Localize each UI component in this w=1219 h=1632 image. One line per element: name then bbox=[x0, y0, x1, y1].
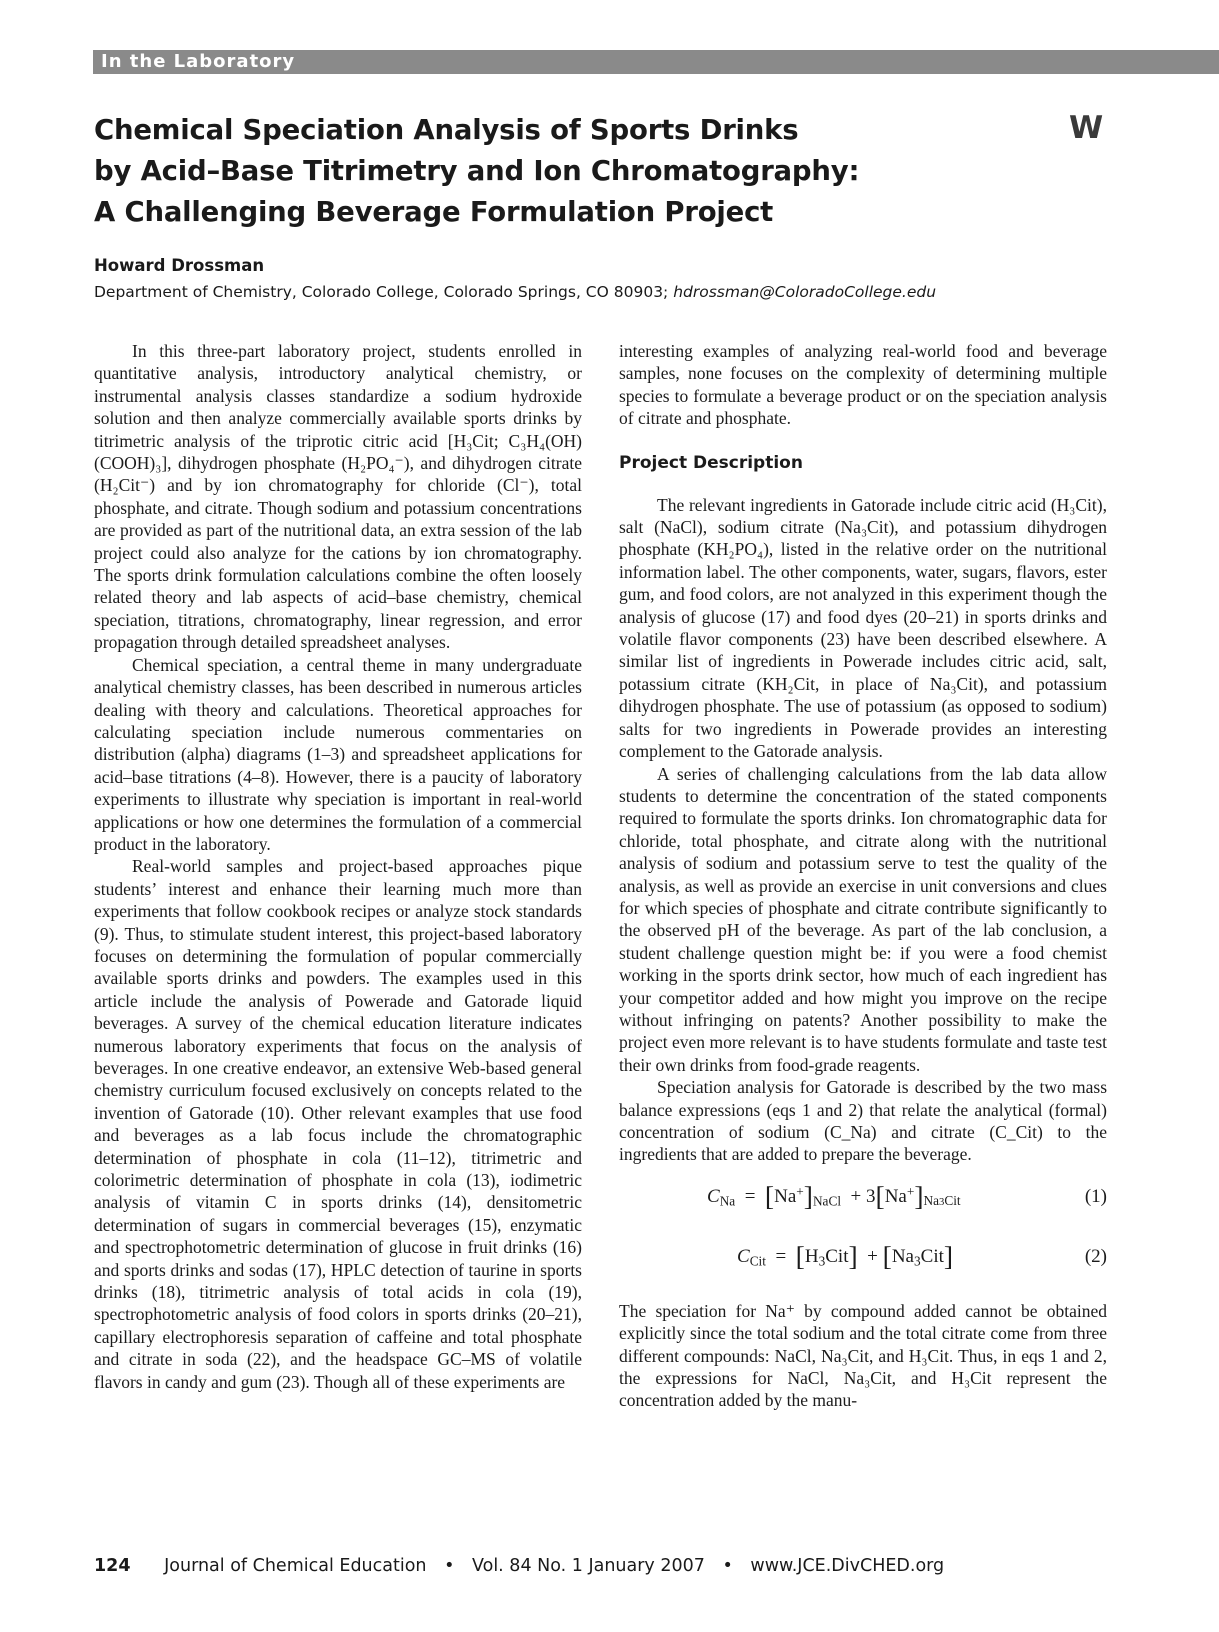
right-column bbox=[619, 340, 1107, 1412]
page-footer bbox=[94, 1556, 944, 1576]
author-affiliation bbox=[94, 283, 936, 301]
right-paragraph-4: Speciation analysis for Gatorade is described by the two mass balance expressions (eqs 1 and 2) that relate the analytical (formal) concentration of sodium (C_Na) and citrate (C_Cit) to the ingredients that are added to prepare the beverage. bbox=[619, 1077, 1107, 1165]
equation-1-number: (1) bbox=[1084, 1185, 1107, 1207]
section-heading: Project Description bbox=[619, 452, 803, 473]
journal-volume: Vol. 84 No. 1 January 2007 bbox=[472, 1556, 705, 1576]
equation-1-expression: $C_{Na} = [Na^+]_{NaCl} + 3[Na^+]_{Na3Cit}$ bbox=[707, 1180, 961, 1212]
affiliation-text: Department of Chemistry, Colorado College, Colorado Springs, CO 80903; bbox=[94, 283, 674, 301]
author-name: Howard Drossman bbox=[94, 256, 265, 275]
equation-1 bbox=[619, 1180, 1107, 1218]
author-email: hdrossman@ColoradoCollege.edu bbox=[673, 283, 937, 301]
section-header-bar bbox=[93, 50, 1219, 74]
section-label: In the Laboratory bbox=[101, 51, 296, 72]
left-paragraph-3: Real-world samples and project-based approaches pique students’ interest and enhance their learning much more than experiments that follow cookbook recipes or analyze stock standards (9). Thus, to stimulate student interest, this project-based laboratory focuses on determining the formulation of popular commercially available sports drinks and powders. The examples used in this article include the analysis of Powerade and Gatorade liquid beverages. A survey of the chemical education literature indicates numerous laboratory experiments that focus on the analysis of beverages. In one creative endeavor, an extensive Web-based general chemistry curriculum focused exclusively on concepts related to the invention of Gatorade (10). Other relevant examples that use food and beverages as a lab focus include the chromatographic determination of phosphate in cola (11–12), titrimetric and colorimetric determination of phosphate in cola (13), iodimetric analysis of vitamin C in sports drinks (14), densitometric determination of sugars in commercial beverages (15), enzymatic and spectrophotometric determination of glucose in fruit drinks (16) and sports drinks and sodas (17), HPLC detection of taurine in sports drinks (18), titrimetric analysis of total acids in cola (19), spectrophotometric analysis of food colors in sports drinks (20–21), capillary electrophoresis separation of caffeine and total phosphate and citrate in soda (22), and the headspace GC–MS of volatile flavors in candy and gum (23). Though all of these experiments are bbox=[94, 856, 582, 1392]
footer-separator: • bbox=[444, 1556, 455, 1576]
page-number: 124 bbox=[94, 1556, 131, 1576]
right-paragraph-3: A series of challenging calculations from the lab data allow students to determine the concentration of the stated components required to formulate the sports drinks. Ion chromatographic data for chloride, total phosphate, and citrate along with the nutritional analysis of sodium and potassium serve to test the quality of the analysis, as well as provide an exercise in unit conversions and clues for which species of phosphate and citrate contribute significantly to the observed pH of the beverage. As part of the lab conclusion, a student challenge question might be: if you were a food chemist working in the sports drink sector, how much of each ingredient has your competitor added and how might you improve on the recipe without infringing on patents? Another possibility to make the project even more relevant is to have students formulate and taste test their own drinks from food-grade reagents. bbox=[619, 763, 1107, 1075]
title-line-2: by Acid–Base Titrimetry and Ion Chromatography: bbox=[94, 155, 860, 187]
equation-2-expression: $C_{Cit} = [H_3Cit] + [Na_3Cit]$ bbox=[737, 1240, 954, 1272]
article-title bbox=[94, 110, 1034, 233]
right-paragraph-5: The speciation for Na⁺ by compound added cannot be obtained explicitly since the total sodium and the total citrate come from three different compounds: NaCl, Na₃Cit, and H₃Cit. Thus, in eqs 1 and 2, the expressions for NaCl, Na₃Cit, and H₃Cit represent the concentration added by the manu- bbox=[619, 1300, 1107, 1411]
left-paragraph-1: In this three-part laboratory project, students enrolled in quantitative analysis, introductory analytical chemistry, or instrumental analysis classes standardize a sodium hydroxide solution and then analyze commercially available sports drinks by titrimetric analysis of the triprotic citric acid [H₃Cit; C₃H₄(OH)(COOH)₃], dihydrogen phosphate (H₂PO₄⁻), and dihydrogen citrate (H₂Cit⁻) and by ion chromatography for chloride (Cl⁻), total phosphate, and citrate. Though sodium and potassium concentrations are provided as part of the nutritional data, an extra session of the lab project could also analyze for the cations by ion chromatography. The sports drink formulation calculations combine the often loosely related theory and lab aspects of acid–base chemistry, chemical speciation, titrations, chromatography, linear regression, and error propagation through detailed spreadsheet analyses. bbox=[94, 341, 582, 653]
title-line-1: Chemical Speciation Analysis of Sports Drinks bbox=[94, 114, 799, 146]
right-paragraph-2: The relevant ingredients in Gatorade include citric acid (H₃Cit), salt (NaCl), sodium citrate (Na₃Cit), and potassium dihydrogen phosphate (KH₂PO₄), listed in the relative order on the nutritional information label. The other components, water, sugars, flavors, ester gum, and food colors, are not analyzed in this experiment though the analysis of glucose (17) and food dyes (20–21) in sports drinks and volatile flavor components (23) have been described elsewhere. A similar list of ingredients in Powerade includes citric acid, salt, potassium citrate (KH₂Cit, in place of Na₃Cit), and potassium dihydrogen phosphate. The use of potassium (as opposed to sodium) salts for two ingredients in Powerade provides an interesting complement to the Gatorade analysis. bbox=[619, 494, 1107, 762]
web-supplement-icon: W bbox=[1069, 110, 1101, 146]
equation-2 bbox=[619, 1240, 1107, 1278]
left-paragraph-2: Chemical speciation, a central theme in many undergraduate analytical chemistry classes, has been described in numerous articles dealing with theory and calculations. Theoretical approaches for calculating speciation include numerous commentaries on distribution (alpha) diagrams (1–3) and spreadsheet applications for acid–base titrations (4–8). However, there is a paucity of laboratory experiments to illustrate why speciation is important in real-world applications or how one determines the formulation of a commercial product in the laboratory. bbox=[94, 654, 582, 854]
journal-name: Journal of Chemical Education bbox=[164, 1556, 427, 1576]
equation-2-number: (2) bbox=[1084, 1245, 1107, 1267]
footer-separator: • bbox=[722, 1556, 733, 1576]
right-paragraph-1: interesting examples of analyzing real-world food and beverage samples, none focuses on the complexity of determining multiple species to formulate a beverage product or on the speciation analysis of citrate and phosphate. bbox=[619, 341, 1107, 429]
journal-website: www.JCE.DivCHED.org bbox=[750, 1556, 945, 1576]
left-column bbox=[94, 340, 582, 1393]
title-line-3: A Challenging Beverage Formulation Project bbox=[94, 196, 774, 228]
